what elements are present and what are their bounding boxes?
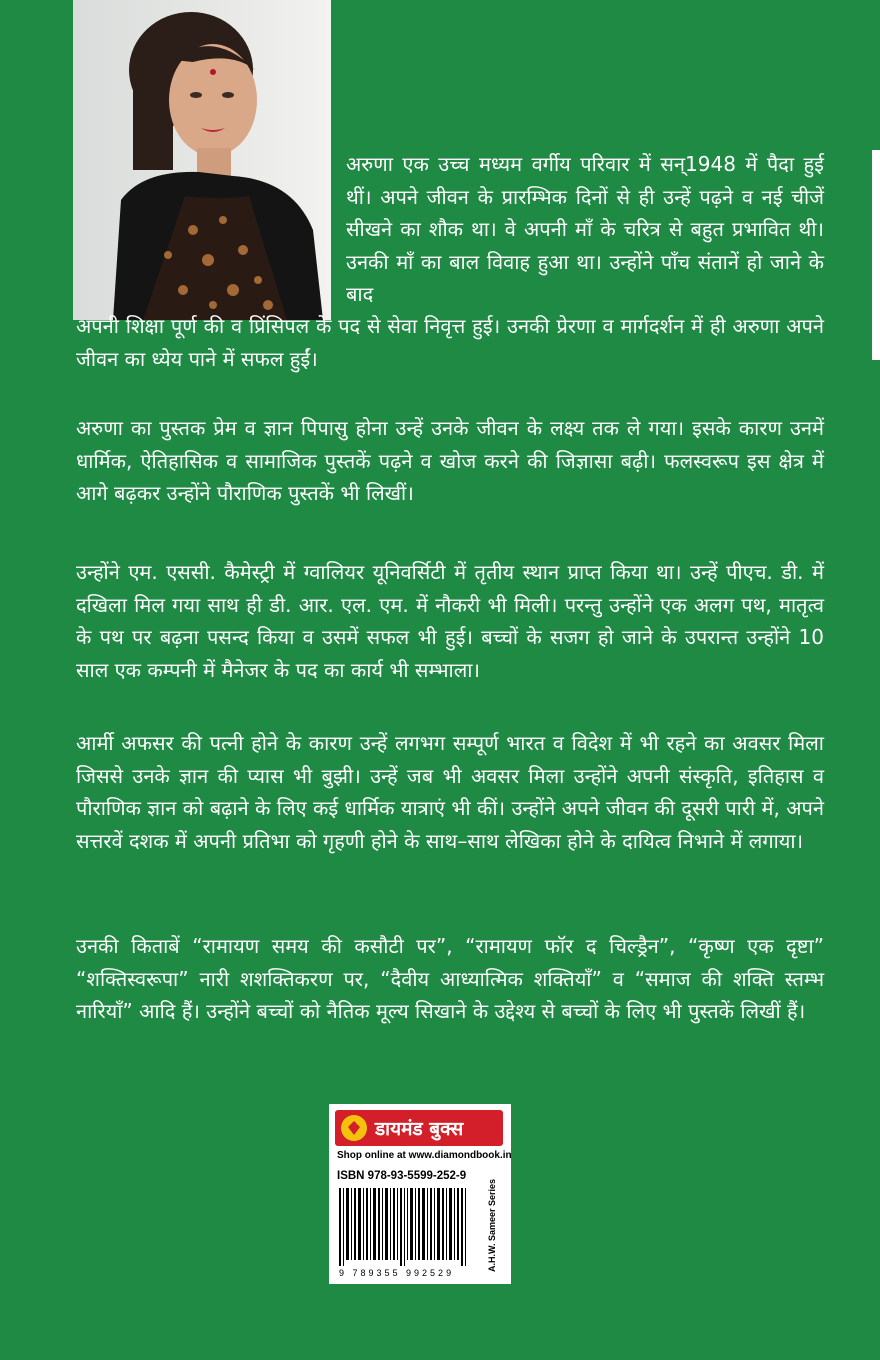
bio-paragraph-5: उनकी किताबें “रामायण समय की कसौटी पर”, “रामायण फॉर द चिल्ड्रैन”, “कृष्ण एक दृष्टा” “शक्तिस्वरूपा” नारी शशक्तिकरण पर, “दैवीय आध्यात्मिक शक्तियाँ” व “समाज की शक्ति स्तम्भ नारियाँ” आदि हैं। उन्होंने बच्चों को नैतिक मूल्य सिखाने के उद्देश्य से बच्चों के लिए भी पुस्तकें लिखीं हैं। bbox=[76, 934, 824, 1023]
diamond-lotus-logo-icon bbox=[341, 1115, 367, 1141]
bio-paragraph-3: उन्होंने एम. एससी. कैमेस्ट्री में ग्वालियर यूनिवर्सिटी में तृतीय स्थान प्राप्त किया था। उन्हें पीएच. डी. में दखिला मिल गया साथ ही डी. आर. एल. एम. में नौकरी भी मिली। परन्तु उन्होंने एक अलग पथ, मातृत्व के पथ पर बढ़ना पसन्द किया व उसमें सफल भी हुई। बच्चों के सजग हो जाने के उपरान्त उन्होंने 10 साल एक कम्पनी में मैनेजर के पद का कार्य भी सम्भाला। bbox=[76, 560, 824, 682]
bio-paragraph-1-wrap: अरुणा एक उच्च मध्यम वर्गीय परिवार में सन्1948 में पैदा हुई थीं। अपने जीवन के प्रारम्भिक दिनों से ही उन्हें पढ़ने व नई चीजें सीखने का शौक था। वे अपनी माँ के चरित्र से बहुत प्रभावित थी। उनकी माँ का बाल विवाह हुआ था। उन्होंने पाँच संतानें हो जाने के बाद bbox=[346, 152, 824, 306]
series-label: A.H.W. Sameer Series bbox=[487, 1178, 497, 1272]
publisher-logo bbox=[335, 1110, 503, 1146]
isbn-text: ISBN 978-93-5599-252-9 bbox=[337, 1170, 467, 1182]
author-portrait-icon bbox=[73, 0, 331, 320]
shop-online-text: Shop online at www.diamondbook.in bbox=[337, 1150, 512, 1161]
spine-edge bbox=[872, 150, 880, 360]
bio-paragraph-4: आर्मी अफसर की पत्नी होने के कारण उन्हें लगभग सम्पूर्ण भारत व विदेश में भी रहने का अवसर मिला जिससे उनके ज्ञान की प्यास भी बुझी। उन्हें जब भी अवसर मिला उन्होंने अपनी संस्कृति, इतिहास व पौराणिक ज्ञान को बढ़ाने के लिए कई धार्मिक यात्राएं भी कीं। उन्होंने अपने जीवन की दूसरी पारी में, अपने सत्तरवें दशक में अपनी प्रतिभा को गृहणी होने के साथ–साथ लेखिका होने के दायित्व निभाने में लगाया। bbox=[76, 731, 824, 853]
bio-paragraph-1-cont: अपनी शिक्षा पूर्ण की व प्रिंसिपल के पद से सेवा निवृत्त हुई। उनकी प्रेरणा व मार्गदर्शन में ही अरुणा अपने जीवन का ध्येय पाने में सफल हुईं। bbox=[76, 314, 824, 371]
author-photo bbox=[73, 0, 331, 320]
barcode-digits: 9 789355 992529 bbox=[339, 1268, 455, 1278]
publisher-name: डायमंड बुक्स bbox=[375, 1118, 464, 1140]
barcode-panel bbox=[329, 1104, 511, 1284]
bio-paragraph-2: अरुणा का पुस्तक प्रेम व ज्ञान पिपासु होना उन्हें उनके जीवन के लक्ष्य तक ले गया। इसके कारण उनमें धार्मिक, ऐतिहासिक व सामाजिक पुस्तकें पढ़ने व खोज करने की जिज्ञासा बढ़ी। फलस्वरूप इस क्षेत्र में आगे बढ़कर उन्होंने पौराणिक पुस्तकें भी लिखीं। bbox=[76, 416, 824, 505]
barcode bbox=[339, 1188, 479, 1266]
